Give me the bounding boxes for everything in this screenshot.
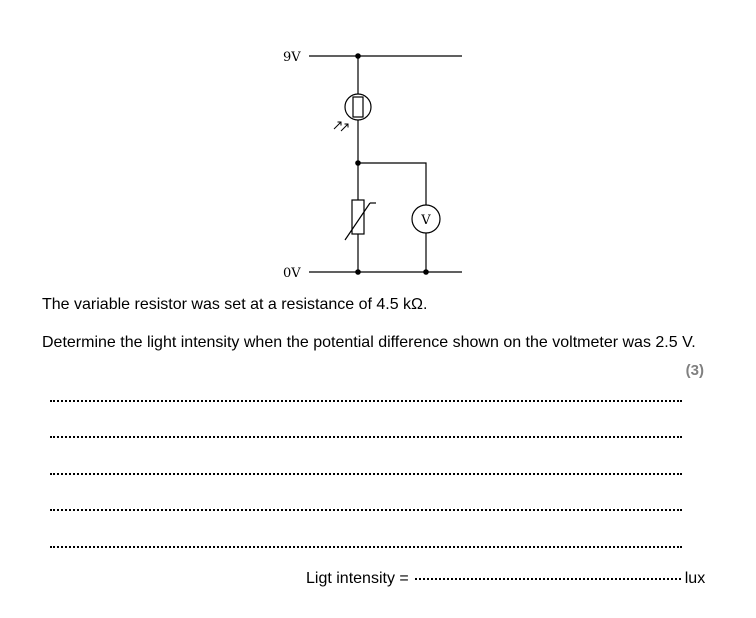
bottom-rail-label: 0V xyxy=(283,266,301,281)
junction-dot xyxy=(355,53,361,59)
light-arrows-icon xyxy=(334,122,348,131)
marks-indicator: (3) xyxy=(685,362,704,379)
question-line-1: The variable resistor was set at a resistance of 4.5 kΩ. xyxy=(42,296,428,313)
working-line[interactable] xyxy=(50,473,682,475)
working-line[interactable] xyxy=(50,436,682,438)
voltmeter-branch-wire xyxy=(358,163,426,205)
voltmeter-label: V xyxy=(421,213,431,228)
working-line[interactable] xyxy=(50,400,682,402)
final-answer-row xyxy=(306,570,705,588)
circuit-diagram xyxy=(0,0,756,300)
junction-dot xyxy=(355,269,361,275)
final-answer-field[interactable] xyxy=(415,578,681,580)
ldr-symbol xyxy=(345,94,371,120)
working-line[interactable] xyxy=(50,546,682,548)
working-line[interactable] xyxy=(50,509,682,511)
question-line-2: Determine the light intensity when the potential difference shown on the voltmeter was 2.5 V. xyxy=(42,334,696,351)
variable-resistor-symbol xyxy=(345,200,376,240)
top-rail-label: 9V xyxy=(283,50,301,65)
final-answer-unit: lux xyxy=(684,570,706,587)
final-answer-label: Ligt intensity = xyxy=(306,570,409,587)
voltmeter-symbol xyxy=(412,205,440,233)
